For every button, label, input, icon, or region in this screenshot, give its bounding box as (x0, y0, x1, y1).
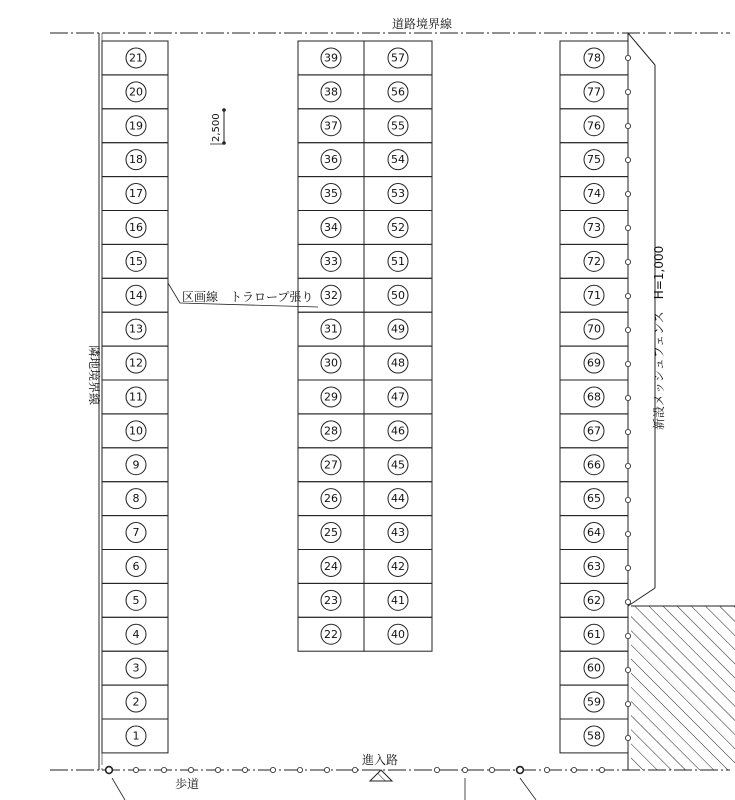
parking-space (102, 211, 168, 245)
parking-space (560, 278, 628, 312)
space-number: 54 (391, 153, 405, 167)
parking-space (298, 244, 364, 278)
road-boundary-label: 道路境界線 (392, 17, 453, 31)
parking-space (560, 448, 628, 482)
space-number: 76 (587, 119, 601, 133)
parking-space (298, 346, 364, 380)
space-number: 33 (324, 254, 338, 268)
sidewalk-label: 歩道 (175, 777, 200, 791)
parking-space (560, 380, 628, 414)
parking-space (102, 41, 168, 75)
space-number: 75 (587, 153, 601, 167)
parking-space (560, 109, 628, 143)
parking-space (560, 244, 628, 278)
sidewalk-post (544, 767, 549, 772)
space-number: 9 (132, 458, 140, 472)
parking-space (560, 550, 628, 584)
parking-space (102, 685, 168, 719)
parking-space (298, 109, 364, 143)
parking-space (298, 75, 364, 109)
space-number: 66 (587, 458, 601, 472)
parking-space (560, 41, 628, 75)
parking-space (364, 414, 432, 448)
fence-post (625, 565, 630, 570)
space-number: 6 (132, 559, 140, 573)
parking-column-left (102, 41, 168, 753)
sidewalk-post (161, 767, 166, 772)
space-number: 51 (391, 254, 405, 268)
parking-space (102, 244, 168, 278)
sidewalk-post (462, 767, 467, 772)
fence-post (625, 89, 630, 94)
space-number: 70 (587, 322, 601, 336)
parking-space (102, 278, 168, 312)
space-number: 19 (129, 119, 143, 133)
parking-space (560, 482, 628, 516)
fence-post (625, 531, 630, 536)
space-number: 36 (324, 153, 338, 167)
parking-space (102, 719, 168, 753)
parking-space (102, 414, 168, 448)
space-number: 42 (391, 559, 405, 573)
parking-space (364, 346, 432, 380)
parking-space (298, 482, 364, 516)
parking-space (560, 651, 628, 685)
space-number: 35 (324, 187, 338, 201)
fence-post (625, 191, 630, 196)
sidewalk-post (517, 767, 524, 774)
space-number: 47 (391, 390, 405, 404)
sidewalk-post (599, 767, 604, 772)
sidewalk-post (242, 767, 247, 772)
space-number: 11 (129, 390, 143, 404)
space-number: 64 (587, 526, 601, 540)
parking-space (560, 312, 628, 346)
parking-space (364, 516, 432, 550)
space-number: 67 (587, 424, 601, 438)
parking-space (364, 312, 432, 346)
parking-space (364, 550, 432, 584)
parking-space (364, 211, 432, 245)
space-number: 4 (132, 627, 140, 641)
space-number: 21 (129, 51, 143, 65)
sidewalk-post (133, 767, 138, 772)
space-number: 24 (324, 559, 338, 573)
space-number: 27 (324, 458, 338, 472)
fence-post (625, 395, 630, 400)
space-number: 72 (587, 254, 601, 268)
fence-post (625, 293, 630, 298)
parking-space (560, 211, 628, 245)
fence-post (625, 497, 630, 502)
space-number: 13 (129, 322, 143, 336)
space-number: 26 (324, 492, 338, 506)
parking-space (560, 143, 628, 177)
space-number: 78 (587, 51, 601, 65)
fence-post (625, 633, 630, 638)
space-number: 52 (391, 220, 405, 234)
sidewalk-post (188, 767, 193, 772)
dimension-label: 2,500 (211, 113, 222, 142)
space-number: 8 (132, 492, 140, 506)
sidewalk-post (270, 767, 275, 772)
parking-space (298, 177, 364, 211)
parking-space (102, 380, 168, 414)
sidewalk-post (571, 767, 576, 772)
zone-line-label: 区画線 トラロープ張り (182, 290, 314, 304)
parking-column-center-a (298, 41, 364, 651)
space-number: 31 (324, 322, 338, 336)
fence-post (625, 667, 630, 672)
space-number: 18 (129, 153, 143, 167)
space-number: 20 (129, 85, 143, 99)
space-number: 10 (129, 424, 143, 438)
space-number: 59 (587, 695, 601, 709)
space-number: 32 (324, 288, 338, 302)
sidewalk-post (352, 767, 357, 772)
parking-space (102, 143, 168, 177)
zone-line-annotation (168, 283, 318, 307)
parking-space (364, 278, 432, 312)
parking-space (364, 380, 432, 414)
parking-space (298, 414, 364, 448)
space-number: 53 (391, 187, 405, 201)
dimension-marker (210, 108, 226, 145)
parking-space (364, 583, 432, 617)
parking-space (102, 109, 168, 143)
space-number: 17 (129, 187, 143, 201)
parking-space (364, 41, 432, 75)
parking-space (364, 244, 432, 278)
space-number: 44 (391, 492, 405, 506)
fence-post (625, 429, 630, 434)
space-number: 57 (391, 51, 405, 65)
parking-space (560, 719, 628, 753)
parking-space (560, 414, 628, 448)
parking-space (560, 75, 628, 109)
parking-space (298, 516, 364, 550)
fence-post (625, 701, 630, 706)
fence-post (625, 123, 630, 128)
fence-post (625, 463, 630, 468)
parking-space (364, 617, 432, 651)
space-number: 65 (587, 492, 601, 506)
sidewalk-post (297, 767, 302, 772)
parking-space (560, 516, 628, 550)
space-number: 49 (391, 322, 405, 336)
parking-space (560, 346, 628, 380)
parking-space (298, 550, 364, 584)
space-number: 5 (132, 593, 140, 607)
space-number: 56 (391, 85, 405, 99)
space-number: 46 (391, 424, 405, 438)
parking-space (364, 143, 432, 177)
entrance-arrow-icon (370, 770, 392, 781)
space-number: 3 (132, 661, 140, 675)
fence-label: 新設メッシュフェンス H=1,000 (652, 245, 666, 430)
fence-post (625, 327, 630, 332)
adjacent-boundary-label: 隣地境界線 (87, 345, 101, 406)
parking-space (298, 583, 364, 617)
parking-column-center-b (364, 41, 432, 651)
parking-space (102, 346, 168, 380)
space-number: 1 (132, 729, 140, 743)
fence-post (625, 361, 630, 366)
parking-space (102, 617, 168, 651)
space-number: 12 (129, 356, 143, 370)
parking-space (102, 482, 168, 516)
space-number: 37 (324, 119, 338, 133)
parking-space (364, 75, 432, 109)
parking-space (102, 448, 168, 482)
space-number: 29 (324, 390, 338, 404)
parking-space (102, 312, 168, 346)
parking-space (102, 583, 168, 617)
parking-space (102, 516, 168, 550)
space-number: 30 (324, 356, 338, 370)
space-number: 73 (587, 220, 601, 234)
sidewalk-post (434, 767, 439, 772)
space-number: 62 (587, 593, 601, 607)
parking-space (102, 177, 168, 211)
space-number: 68 (587, 390, 601, 404)
fence-post (625, 157, 630, 162)
parking-space (560, 617, 628, 651)
parking-space (364, 177, 432, 211)
parking-space (560, 177, 628, 211)
fence-post (625, 735, 630, 740)
space-number: 69 (587, 356, 601, 370)
fence-post (625, 225, 630, 230)
space-number: 41 (391, 593, 405, 607)
space-number: 43 (391, 526, 405, 540)
space-number: 39 (324, 51, 338, 65)
space-number: 40 (391, 627, 405, 641)
parking-space (102, 651, 168, 685)
space-number: 77 (587, 85, 601, 99)
entrance-label: 進入路 (362, 753, 399, 767)
space-number: 2 (132, 695, 140, 709)
space-number: 63 (587, 559, 601, 573)
sidewalk-post (106, 767, 113, 774)
space-number: 60 (587, 661, 601, 675)
space-number: 14 (129, 288, 143, 302)
space-number: 23 (324, 593, 338, 607)
space-number: 61 (587, 627, 601, 641)
space-number: 38 (324, 85, 338, 99)
parking-space (298, 143, 364, 177)
parking-space (560, 685, 628, 719)
parking-space (298, 211, 364, 245)
sidewalk-post (489, 767, 494, 772)
parking-space (102, 75, 168, 109)
parking-space (298, 41, 364, 75)
parking-space (102, 550, 168, 584)
space-number: 50 (391, 288, 405, 302)
fence-post (625, 55, 630, 60)
space-number: 34 (324, 220, 338, 234)
parking-space (560, 583, 628, 617)
space-number: 45 (391, 458, 405, 472)
hatched-area (631, 606, 735, 770)
space-number: 55 (391, 119, 405, 133)
space-number: 7 (132, 526, 140, 540)
sidewalk-post (215, 767, 220, 772)
space-number: 71 (587, 288, 601, 302)
space-number: 74 (587, 187, 601, 201)
fence-post (625, 599, 630, 604)
parking-space (364, 109, 432, 143)
space-number: 48 (391, 356, 405, 370)
fence-post (625, 259, 630, 264)
space-number: 22 (324, 627, 338, 641)
space-number: 28 (324, 424, 338, 438)
parking-space (298, 617, 364, 651)
parking-space (298, 448, 364, 482)
parking-space (298, 380, 364, 414)
sidewalk-post (324, 767, 329, 772)
space-number: 58 (587, 729, 601, 743)
space-number: 25 (324, 526, 338, 540)
parking-space (298, 312, 364, 346)
parking-space (364, 448, 432, 482)
space-number: 16 (129, 220, 143, 234)
parking-column-right (560, 41, 628, 753)
space-number: 15 (129, 254, 143, 268)
parking-space (364, 482, 432, 516)
